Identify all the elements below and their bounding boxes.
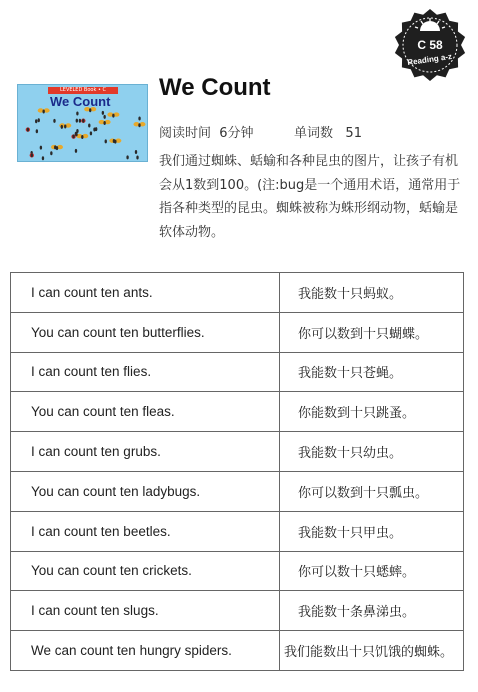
sentence-chinese: 我能数十只蚂蚁。	[280, 273, 464, 313]
word-count-value: 51	[345, 126, 362, 141]
sentence-chinese: 我能数十只甲虫。	[280, 511, 464, 551]
sentence-english: I can count ten grubs.	[11, 432, 280, 472]
sentence-english: I can count ten slugs.	[11, 591, 280, 631]
sentence-english: You can count ten butterflies.	[11, 312, 280, 352]
badge-level: C 58	[417, 38, 443, 52]
sentence-chinese: 我能数十条鼻涕虫。	[280, 591, 464, 631]
cover-title: We Count	[50, 94, 111, 109]
table-row	[11, 551, 464, 591]
table-row	[11, 352, 464, 392]
sentence-chinese: 你可以数到十只蝴蝶。	[280, 312, 464, 352]
table-row	[11, 631, 464, 671]
table-row	[11, 273, 464, 313]
sentence-chinese: 我能数十只幼虫。	[280, 432, 464, 472]
book-cover[interactable]	[17, 84, 148, 162]
word-count-label: 单词数	[294, 126, 334, 141]
read-time-label: 阅读时间	[159, 126, 212, 141]
read-time-value: 6分钟	[219, 126, 254, 141]
table-row	[11, 471, 464, 511]
sentence-english: I can count ten beetles.	[11, 511, 280, 551]
sentence-english: I can count ten ants.	[11, 273, 280, 313]
sentence-chinese: 你能数到十只跳蚤。	[280, 392, 464, 432]
sentence-english: You can count ten crickets.	[11, 551, 280, 591]
sentence-english: We can count ten hungry spiders.	[11, 631, 280, 671]
cover-strip: LEVELED Book • C	[48, 87, 118, 94]
badge-seal-icon	[393, 8, 467, 82]
sentence-english: I can count ten flies.	[11, 352, 280, 392]
sentence-english: You can count ten fleas.	[11, 392, 280, 432]
table-row	[11, 432, 464, 472]
book-description: 我们通过蜘蛛、蛞蝓和各种昆虫的图片，让孩子有机会从1数到100。(注:bug是一个通用术语，通常用于指各种类型的昆虫。蜘蛛被称为蛛形纲动物，蛞蝓是软体动物。	[159, 154, 461, 240]
sentence-table	[10, 272, 464, 671]
table-row	[11, 591, 464, 631]
level-badge	[393, 8, 467, 82]
badge-brand: Reading a-z	[406, 51, 453, 68]
table-row	[11, 511, 464, 551]
table-row	[11, 392, 464, 432]
sentence-chinese: 我们能数出十只饥饿的蜘蛛。	[280, 631, 464, 671]
sentence-chinese: 我能数十只苍蝇。	[280, 352, 464, 392]
sentence-chinese: 你可以数十只蟋蟀。	[280, 551, 464, 591]
sentence-english: You can count ten ladybugs.	[11, 471, 280, 511]
table-row	[11, 312, 464, 352]
sentence-chinese: 你可以数到十只瓢虫。	[280, 471, 464, 511]
read-time	[159, 122, 254, 141]
book-title: We Count	[159, 74, 271, 101]
word-count	[294, 122, 362, 141]
